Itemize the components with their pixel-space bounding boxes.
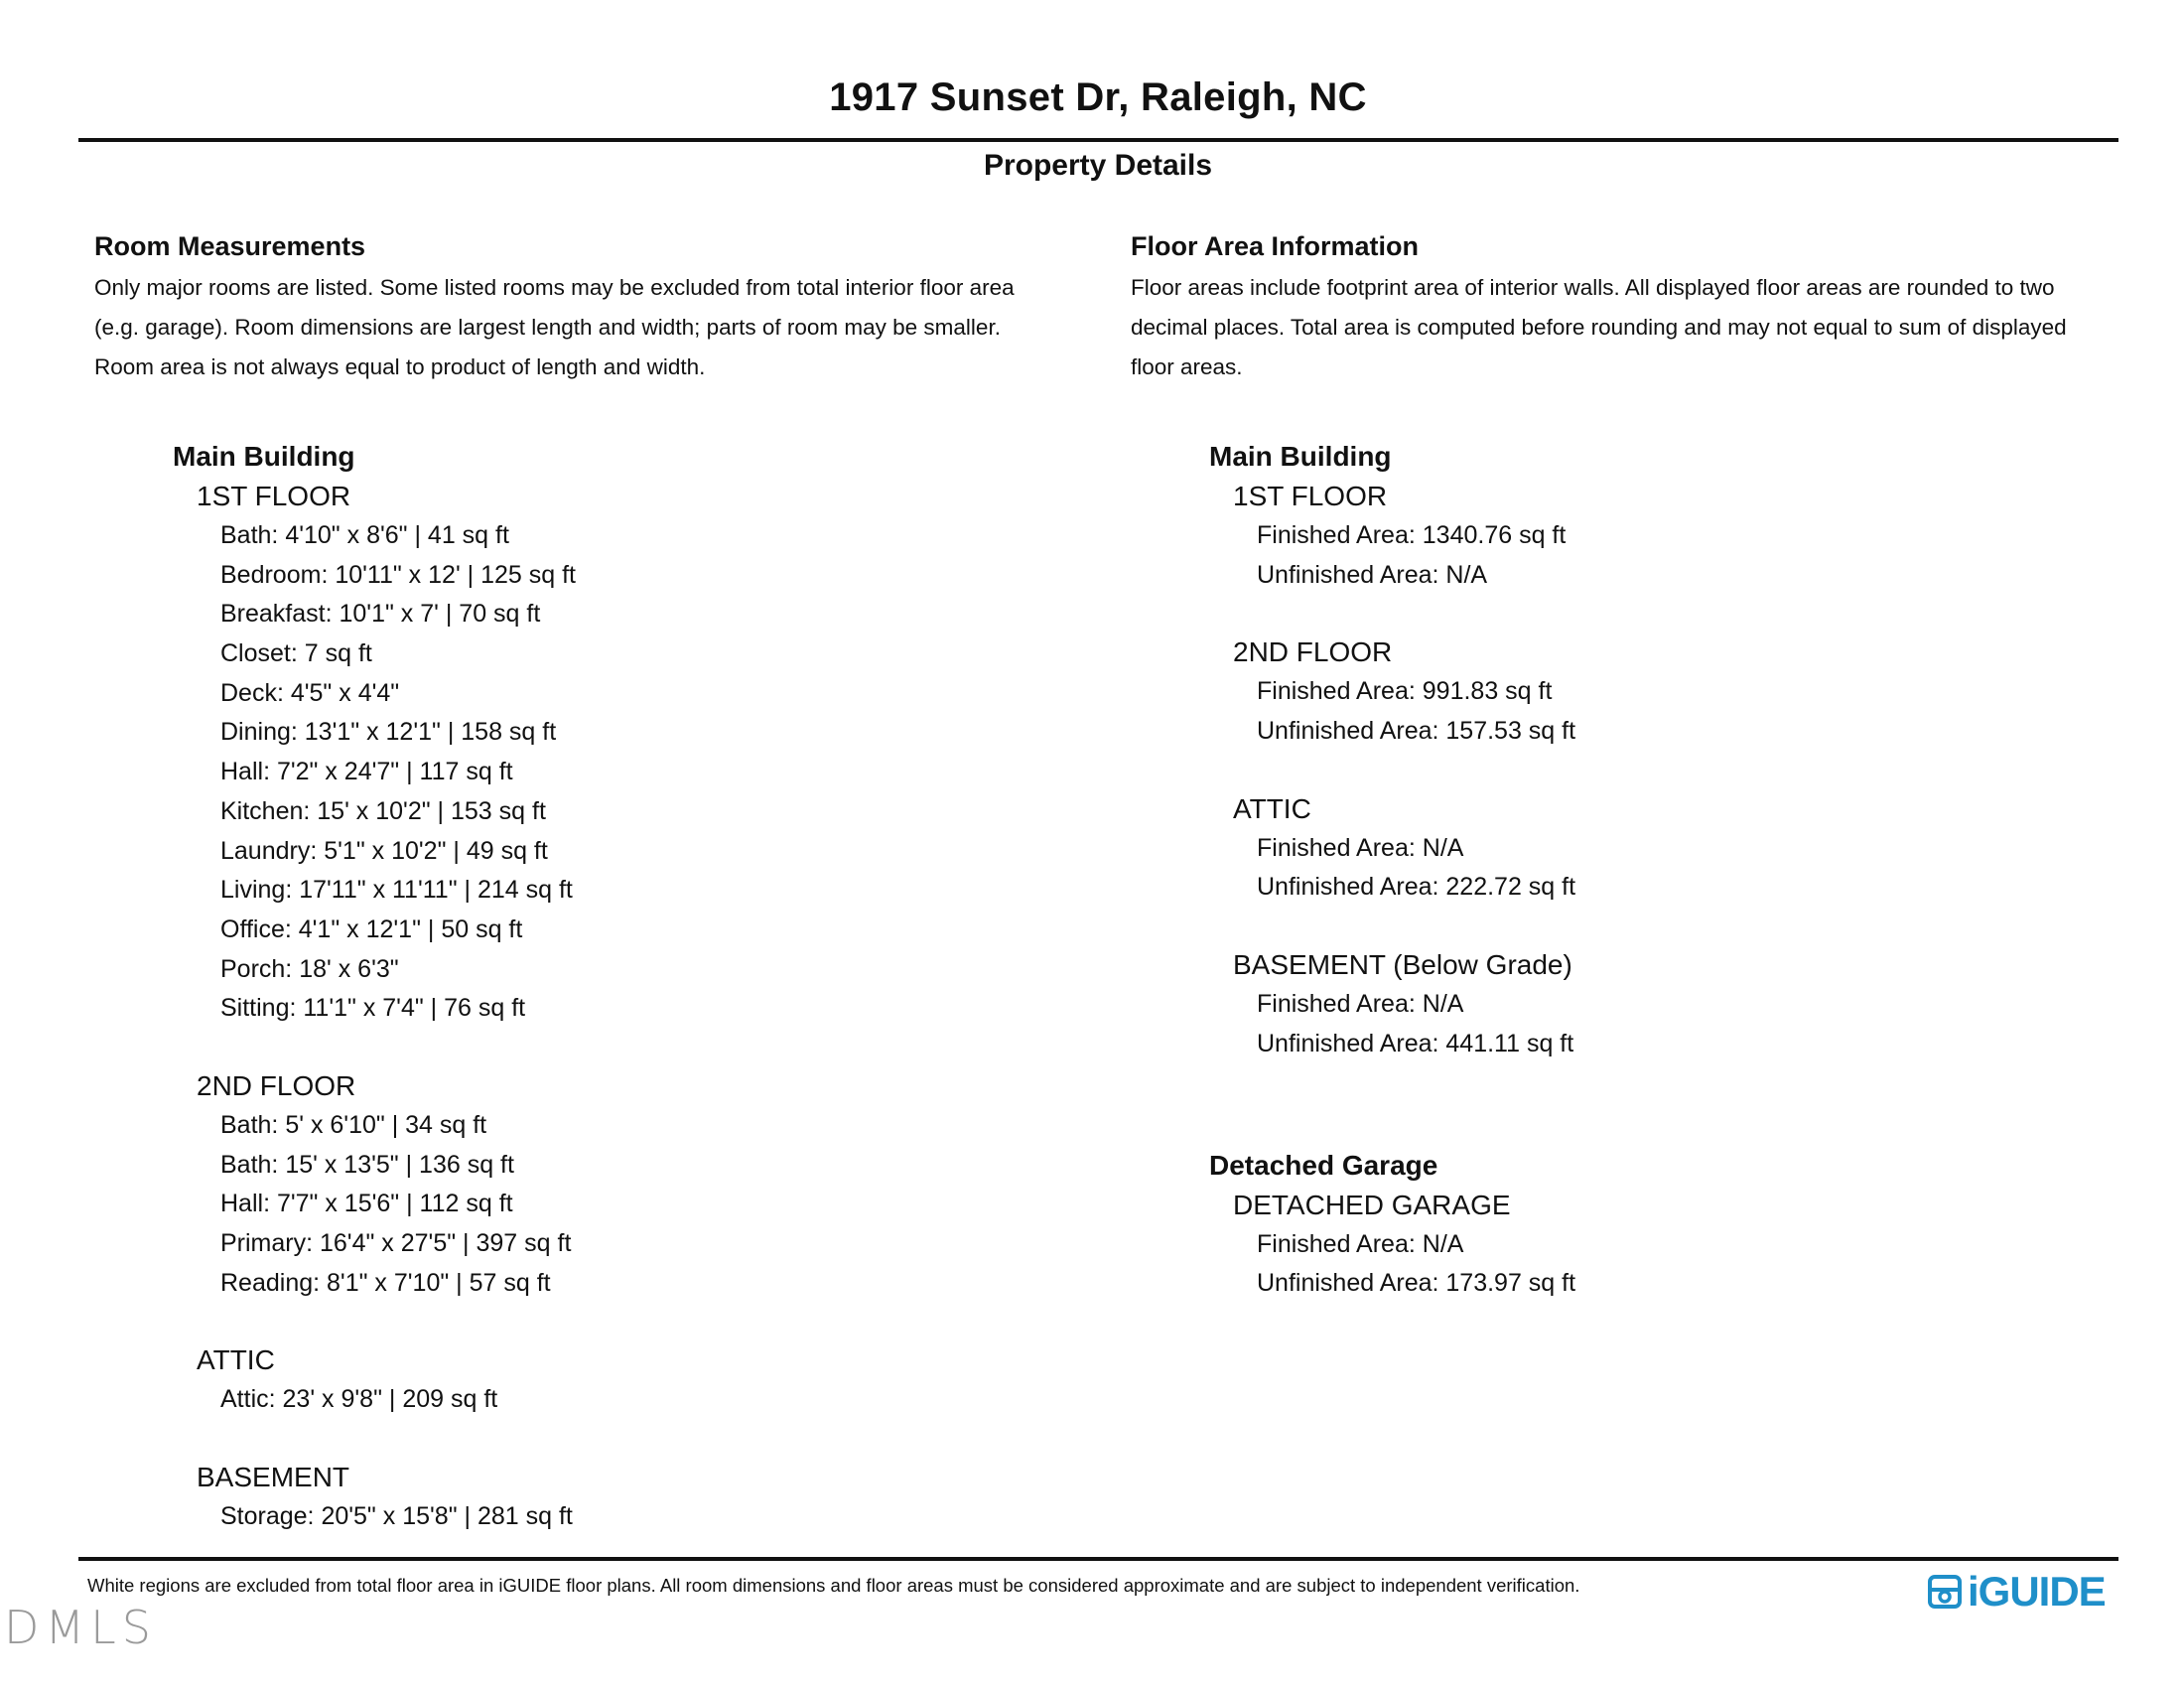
unfinished-area: Unfinished Area: 173.97 sq ft [1257, 1269, 1576, 1298]
building-name: Main Building [1209, 441, 1392, 472]
building-name: Detached Garage [1209, 1149, 1438, 1181]
room-item: Living: 17'11" x 11'11" | 214 sq ft [220, 876, 573, 905]
floor-group [1233, 477, 2133, 595]
floor-name: 2ND FLOOR [1233, 636, 1393, 668]
iguide-logo [1928, 1570, 2106, 1614]
room-item: Hall: 7'2" x 24'7" | 117 sq ft [220, 758, 513, 786]
intro-line: Floor areas include footprint area of interior walls. All displayed floor areas are rounded to two [1131, 275, 2055, 300]
camera-icon [1928, 1575, 1962, 1609]
room-item: Dining: 13'1" x 12'1" | 158 sq ft [220, 718, 557, 747]
unfinished-area: Unfinished Area: 222.72 sq ft [1257, 873, 1576, 902]
floor-name: ATTIC [1233, 792, 1311, 824]
floor-group [1233, 1186, 2133, 1304]
room-item: Reading: 8'1" x 7'10" | 57 sq ft [220, 1268, 551, 1297]
footer-disclaimer: White regions are excluded from total floor area in iGUIDE floor plans. All room dimensions and floor areas must be considered approximate and are subject to independent verification. [87, 1575, 1580, 1596]
room-item: Laundry: 5'1" x 10'2" | 49 sq ft [220, 836, 548, 865]
main-building-rooms [173, 437, 1087, 1537]
room-item: Kitchen: 15' x 10'2" | 153 sq ft [220, 796, 546, 825]
room-measurements-heading: Room Measurements [94, 231, 366, 261]
intro-line: decimal places. Total area is computed before rounding and may not equal to sum of displayed [1131, 315, 2067, 340]
main-building-areas [1209, 437, 2133, 1064]
intro-line: (e.g. garage). Room dimensions are largest length and width; parts of room may be smaller. [94, 315, 1001, 340]
floor-name: BASEMENT (Below Grade) [1233, 949, 1572, 981]
room-item: Porch: 18' x 6'3" [220, 954, 399, 983]
floor-group [1233, 789, 2133, 908]
room-item: Bath: 4'10" x 8'6" | 41 sq ft [220, 521, 509, 549]
room-item: Bedroom: 10'11" x 12' | 125 sq ft [220, 560, 576, 589]
intro-line: Only major rooms are listed. Some listed rooms may be excluded from total interior floor area [94, 275, 1015, 300]
room-item: Breakfast: 10'1" x 7' | 70 sq ft [220, 600, 541, 629]
room-item: Primary: 16'4" x 27'5" | 397 sq ft [220, 1229, 572, 1257]
page-subtitle: Property Details [983, 149, 1213, 182]
intro-line: floor areas. [1131, 354, 1243, 379]
room-item: Bath: 5' x 6'10" | 34 sq ft [220, 1110, 487, 1139]
room-item: Bath: 15' x 13'5" | 136 sq ft [220, 1150, 514, 1179]
detached-garage-areas [1209, 1146, 2133, 1304]
footer-divider [78, 1557, 2118, 1561]
dmls-watermark: DMLS [4, 1601, 157, 1654]
intro-line: Room area is not always equal to product of length and width. [94, 354, 706, 379]
room-measurements-section [94, 228, 1087, 1537]
floor-name: BASEMENT [197, 1462, 350, 1493]
finished-area: Finished Area: N/A [1257, 1229, 1464, 1258]
floor-group [197, 1340, 1087, 1420]
room-item: Deck: 4'5" x 4'4" [220, 678, 400, 707]
room-item: Office: 4'1" x 12'1" | 50 sq ft [220, 914, 523, 943]
finished-area: Finished Area: 1340.76 sq ft [1257, 521, 1567, 549]
finished-area: Finished Area: N/A [1257, 990, 1464, 1019]
room-item: Storage: 20'5" x 15'8" | 281 sq ft [220, 1502, 573, 1531]
building-name: Main Building [173, 441, 355, 472]
floor-group [1233, 633, 2133, 751]
room-measurements-intro [94, 268, 1087, 387]
title-divider [78, 138, 2118, 142]
floor-group [197, 477, 1087, 1029]
finished-area: Finished Area: N/A [1257, 833, 1464, 862]
room-item: Closet: 7 sq ft [220, 639, 372, 668]
floor-area-section [1131, 228, 2133, 1304]
brand-name: iGUIDE [1968, 1568, 2106, 1615]
floor-area-heading: Floor Area Information [1131, 231, 1420, 261]
floor-name: 1ST FLOOR [197, 481, 351, 511]
room-item: Attic: 23' x 9'8" | 209 sq ft [220, 1385, 498, 1414]
floor-name: 1ST FLOOR [1233, 481, 1388, 511]
floor-group [1233, 945, 2133, 1063]
floor-name: DETACHED GARAGE [1233, 1189, 1511, 1220]
floor-group [197, 1458, 1087, 1537]
floor-name: 2ND FLOOR [197, 1069, 356, 1101]
room-item: Sitting: 11'1" x 7'4" | 76 sq ft [220, 994, 526, 1023]
floor-area-intro [1131, 268, 2133, 387]
unfinished-area: Unfinished Area: 441.11 sq ft [1257, 1029, 1574, 1057]
floor-name: ATTIC [197, 1344, 275, 1376]
page-title: 1917 Sunset Dr, Raleigh, NC [829, 75, 1367, 119]
finished-area: Finished Area: 991.83 sq ft [1257, 677, 1553, 706]
room-item: Hall: 7'7" x 15'6" | 112 sq ft [220, 1190, 513, 1218]
floor-group [197, 1066, 1087, 1303]
unfinished-area: Unfinished Area: N/A [1257, 560, 1488, 589]
unfinished-area: Unfinished Area: 157.53 sq ft [1257, 717, 1576, 746]
